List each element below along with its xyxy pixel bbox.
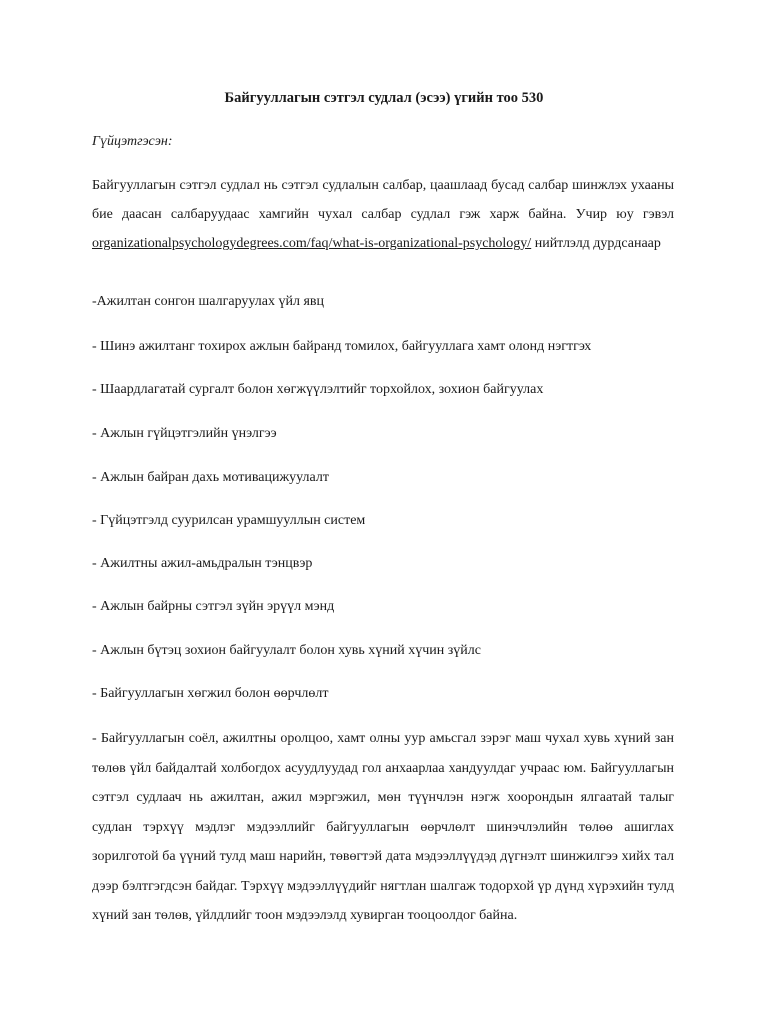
list-item: - Гүйцэтгэлд суурилсан урамшууллын систем — [92, 513, 366, 528]
intro-text: Байгууллагын сэтгэл судлал нь сэтгэл судлалын салбар, цаашлаад бусад салбар шинжлэх ухааны бие даасан салбаруудаас хамгийн чухал салбар судлал гэж харж байна. Учир юу гэвэл — [92, 178, 674, 222]
source-link[interactable]: organizationalpsychologydegrees.com/faq/what-is-organizational-psychology/ — [92, 236, 532, 251]
intro-paragraph — [92, 171, 674, 258]
list-item: - Байгууллагын хөгжил болон өөрчлөлт — [92, 686, 329, 701]
list-item: - Шинэ ажилтанг тохирох ажлын байранд томилох, байгууллага хамт олонд нэгтгэх — [92, 339, 592, 354]
closing-paragraph: - Байгууллагын соёл, ажилтны оролцоо, хамт олны уур амьсгал зэрэг маш чухал хувь хүний зан төлөв үйл байдалтай холбогдох асуудлуудад гол анхаарлаа хандуулдаг учраас юм. Байгууллагын сэтгэл судлаач нь ажилтан, ажил мэргэжил, мөн түүнчлэн нэгж хоорондын ялгаатай талыг судлан тэрхүү мэдлэг мэдээллийг байгууллагын өөрчлөлт шинэчлэлийн төлөө ашиглах зорилготой ба үүний тулд маш нарийн, төвөгтэй дата мэдээллүүдэд дүгнэлт шинжилгээ хийх тал дээр бэлтгэгдсэн байдаг. Тэрхүү мэдээллүүдийг нягтлан шалгаж тодорхой үр дүнд хүрэхийн тулд хүний зан төлөв, үйлдлийг тоон мэдээлэлд хувирган тооцоолдог байна. — [92, 731, 674, 923]
list-item: - Шаардлагатай сургалт болон хөгжүүлэлтийг торхойлох, зохион байгуулах — [92, 382, 544, 397]
author-label: Гүйцэтгэсэн: — [92, 134, 173, 149]
list-item: - Ажлын гүйцэтгэлийн үнэлгээ — [92, 426, 277, 441]
list-item: -Ажилтан сонгон шалгаруулах үйл явц — [92, 294, 324, 309]
document-title: Байгууллагын сэтгэл судлал (эсээ) үгийн тоо 530 — [224, 90, 544, 106]
list-item: - Ажлын байрны сэтгэл зүйн эрүүл мэнд — [92, 599, 335, 614]
list-item: - Ажлын байран дахь мотивацижуулалт — [92, 470, 329, 485]
list-item: - Ажилтны ажил-амьдралын тэнцвэр — [92, 556, 313, 571]
intro-text-after-link: нийтлэлд дурдсанаар — [531, 236, 661, 251]
list-item: - Ажлын бүтэц зохион байгуулалт болон хувь хүний хүчин зүйлс — [92, 643, 481, 658]
